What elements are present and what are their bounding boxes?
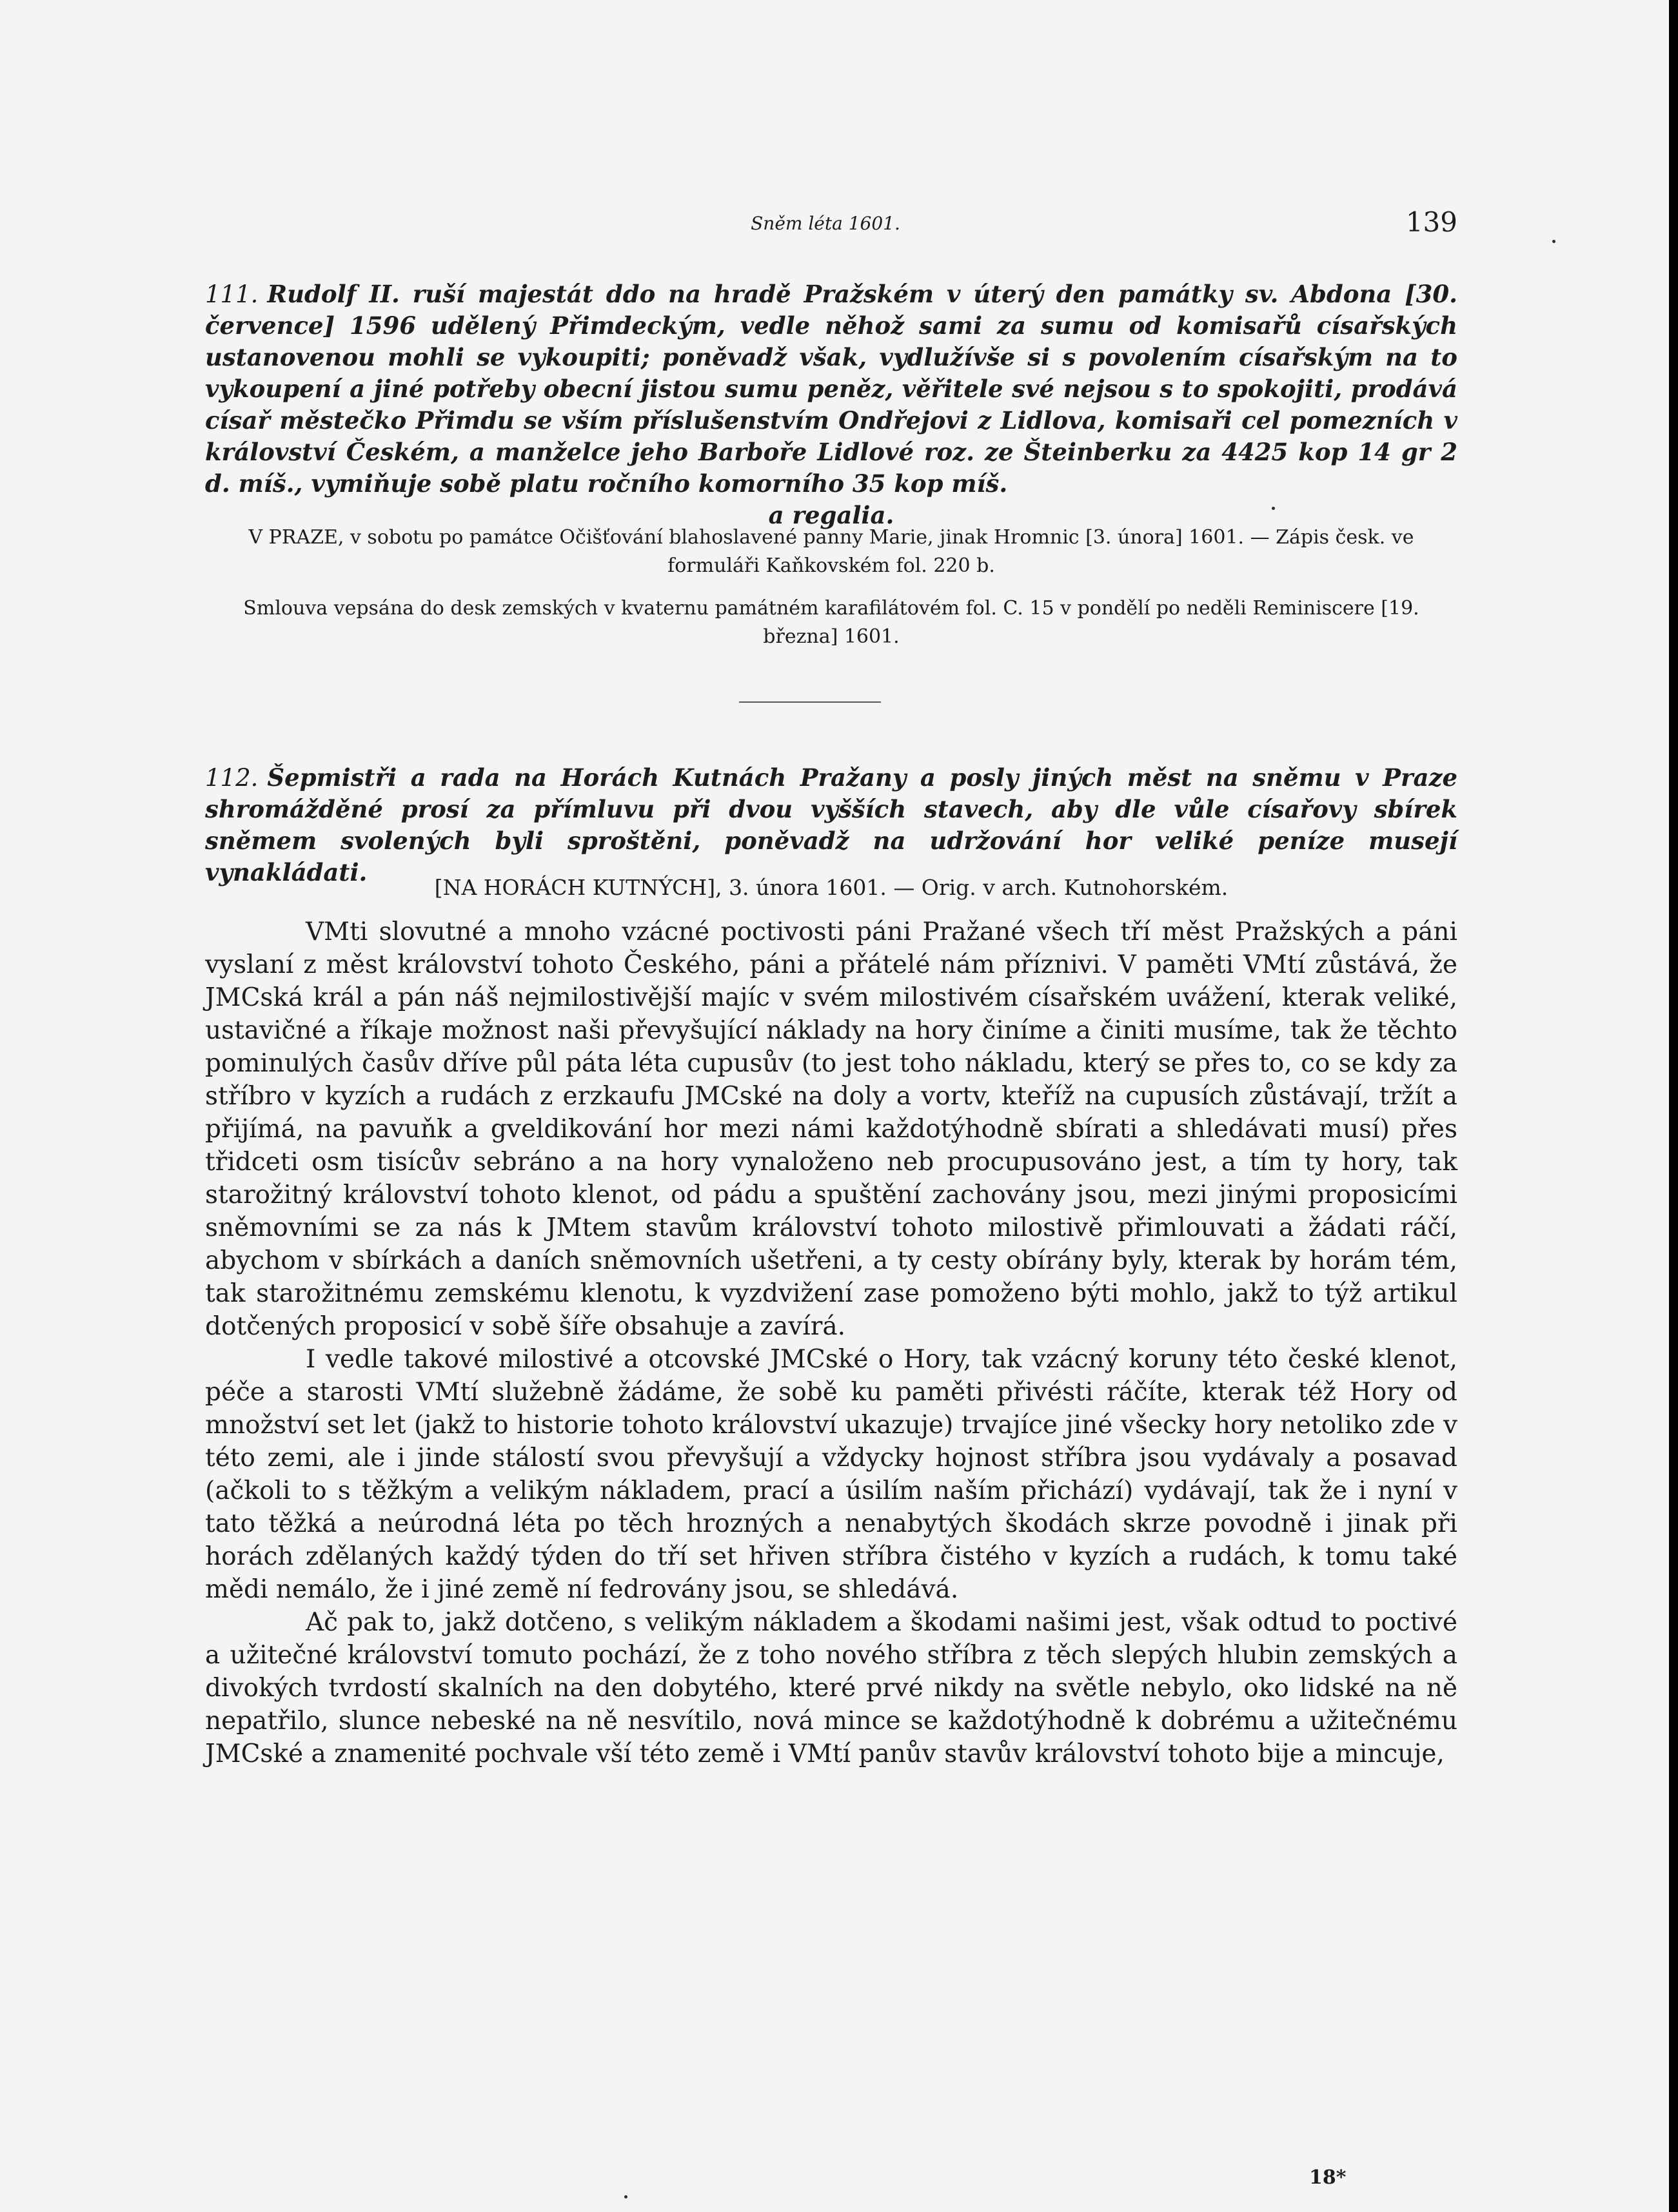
entry-112-source-note: [NA HORÁCH KUTNÝCH], 3. února 1601. — Orig. v arch. Kutnohorském.	[434, 875, 1229, 900]
entry-111-source-note: V PRAZE, v sobotu po památce Očišťování blahoslavené panny Marie, jinak Hromnic [3. února] 1601. — Zápis česk. ve formuláři Kaňkovském fol. 220 b.	[248, 526, 1414, 577]
printer-signature-mark: 18*	[1309, 2166, 1347, 2189]
entry-112-title-text: Šepmistři a rada na Horách Kutnách Pražany a posly jiných měst na sněmu v Praze shromážděné prosí za přímluvu při dvou vyšších stavech, aby dle vůle císařovy sbírek sněmem svolených byli sproštěni, poněvadž na udržování hor veliké peníze musejí vynakládati.	[205, 763, 1457, 886]
section-divider	[739, 701, 881, 703]
running-title: Sněm léta 1601.	[751, 213, 900, 234]
page-speck	[1552, 240, 1555, 243]
body-paragraph: I vedle takové milostivé a otcovské JMCské o Hory, tak vzácný koruny této české klenot, péče a starosti VMtí služebně žádáme, že sobě ku paměti přivésti ráčíte, kterak též Hory od množství set let (jakž to historie tohoto království ukazuje) trvajíce jiné všecky hory netoliko zde v této zemi, ale i jinde stálostí svou převyšují a vždycky hojnost stříbra jsou vydávaly a posavad (ačkoli to s těžkým a velikým nákladem, prací a úsilím naším přichází) vydávají, tak že i nyní v tato těžká a neúrodná léta po těch hrozných a nenabytých škodách skrze povodně i jinak při horách zdělaných každý týden do tří set hřiven stříbra čistého v kyzích a rudách, k tomu také mědi nemálo, že i jiné země ní fedrovány jsou, se shledává.	[205, 1345, 1457, 1604]
entry-111-number: 111.	[205, 280, 259, 308]
body-paragraph: Ač pak to, jakž dotčeno, s velikým nákladem a škodami našimi jest, však odtud to poctivé a užitečné království tomuto pochází, že z toho nového stříbra z těch slepých hlubin zemských a divokých tvrdostí skalních na den dobytého, které prvé nikdy na světle nebylo, oko lidské na ně nepatřilo, slunce nebeské na ně nesvítilo, nová mince se každotýhodně k dobrému a užitečnému JMCské a znamenité pochvale vší této země i VMtí panův stavův království tohoto bije a mincuje,	[205, 1608, 1457, 1768]
page-speck	[624, 2195, 627, 2198]
entry-111-title-last-line: a regalia.	[768, 501, 894, 529]
entry-111-title	[205, 279, 1457, 529]
body-paragraph: VMti slovutné a mnoho vzácné poctivosti páni Pražané všech tří měst Pražských a páni vyslaní z měst království tohoto Českého, páni a přátelé nám příznivi. V paměti VMtí zůstává, že JMCská král a pán náš nejmilostivější majíc v svém milostivém císařském uvážení, kterak veliké, ustavičné a říkaje možnost naši převyšující náklady na hory činíme a činiti musíme, tak že těchto pominulých časův dříve půl páta léta cupusův (to jest toho nákladu, který se přes to, co se kdy za stříbro v kyzích a rudách z erzkaufu JMCské na doly a vortv, kteříž na cupusích zůstávají, tržít a přijímá, na pavuňk a gveldikování hor mezi námi každotýhodně sbírati a shledávati musí) přes třidceti osm tisícův sebráno a na hory vynaloženo neb procupusováno jest, a tím ty hory, tak starožitný království tohoto klenot, od pádu a spuštění zachovány jsou, mezi jinými proposicími sněmovními se za nás k JMtem stavům království tohoto milostivě přimlouvati a žádati ráčí, abychom v sbírkách a daních sněmovních ušetřeni, a ty cesty obírány byly, kterak by horám tém, tak starožitnému zemskému klenotu, k vyzdvižení zase pomoženo býti mohlo, jakž to týž artikul dotčených proposicí v sobě šíře obsahuje a zavírá.	[205, 917, 1457, 1341]
entry-112-letter-body	[205, 915, 1457, 2140]
page-number: 139	[1405, 206, 1457, 238]
page-header	[193, 206, 1457, 245]
entry-112-title	[205, 762, 1457, 886]
entry-111-title-text: Rudolf II. ruší majestát ddo na hradě Pražském v úterý den památky sv. Abdona [30. července] 1596 udělený Přimdeckým, vedle něhož sami za sumu od komisařů císařských ustanovenou mohli se vykoupiti; poněvadž však, vydlužívše si s povolením císařským na to vykoupení a jiné potřeby obecní jistou sumu peněz, věřitele své nejsou s to spokojiti, prodává císař městečko Přimdu se vším příslušenstvím Ondřejovi z Lidlova, komisaři cel pomezních v království Českém, a manželce jeho Barboře Lidlové roz. ze Šteinberku za 4425 kop 14 gr 2 d. míš., vymiňuje sobě platu ročního komorního 35 kop míš.	[205, 280, 1457, 498]
entry-111-registration-note: Smlouva vepsána do desk zemských v kvaternu památném karafilátovém fol. C. 15 v pondělí po neděli Reminiscere [19. března] 1601.	[243, 597, 1419, 648]
entry-112-number: 112.	[205, 764, 259, 792]
scan-edge	[1669, 0, 1678, 2212]
